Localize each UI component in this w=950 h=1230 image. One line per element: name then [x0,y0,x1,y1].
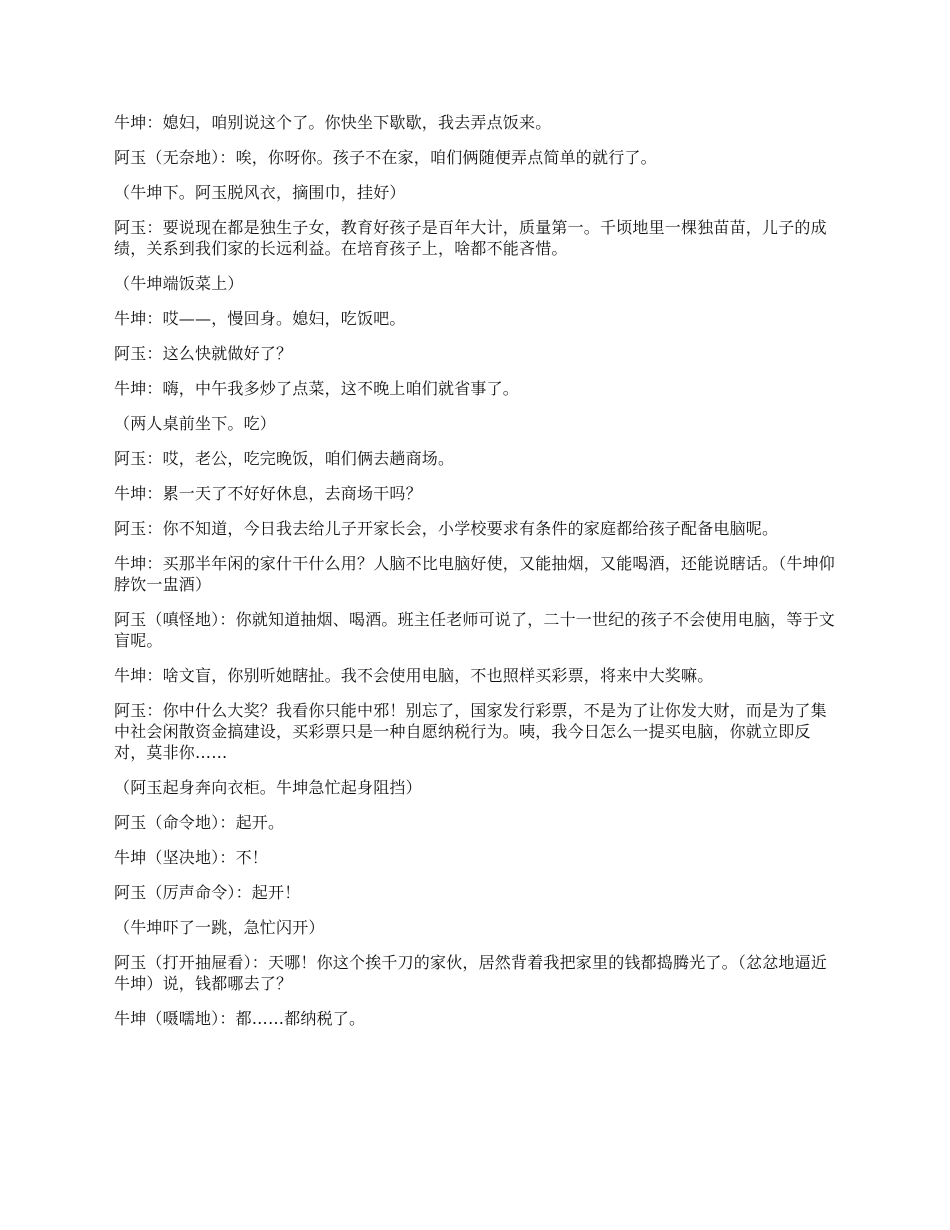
dialogue-line: 阿玉（厉声命令）：起开！ [114,883,301,902]
dialogue-line: 阿玉（嗔怪地）：你就知道抽烟、喝酒。班主任老师可说了，二十一世纪的孩子不会使用电脑，等于文盲呢。 [114,610,836,650]
dialogue-line: 阿玉：要说现在都是独生子女，教育好孩子是百年大计，质量第一。千顷地里一棵独苗苗，儿子的成绩，关系到我们家的长远利益。在培育孩子上，啥都不能吝惜。 [114,218,827,258]
stage-direction: （牛坤端饭菜上） [114,274,244,293]
stage-direction: （牛坤下。阿玉脱风衣，摘围巾，挂好） [114,183,406,202]
script-body [114,112,842,1043]
stage-direction: （两人桌前坐下。吃） [114,414,277,433]
dialogue-line: 阿玉（无奈地）：唉，你呀你。孩子不在家，咱们俩随便弄点简单的就行了。 [114,148,657,167]
stage-direction: （牛坤吓了一跳，急忙闪开） [114,918,325,937]
dialogue-line: 牛坤：嗨，中午我多炒了点菜，这不晚上咱们就省事了。 [114,379,520,398]
stage-direction: （阿玉起身奔向衣柜。牛坤急忙起身阻挡） [114,778,422,797]
dialogue-line: 牛坤：累一天了不好好休息，去商场干吗？ [114,484,422,503]
dialogue-line: 阿玉：哎，老公，吃完晚饭，咱们俩去趟商场。 [114,449,455,468]
dialogue-line: 牛坤：媳妇，咱别说这个了。你快坐下歇歇，我去弄点饭来。 [114,113,552,132]
dialogue-line: 阿玉：你中什么大奖？我看你只能中邪！别忘了，国家发行彩票，不是为了让你发大财，而是为了集中社会闲散资金搞建设，买彩票只是一种自愿纳税行为。咦，我今日怎么一提买电脑，你就立即反对，莫非你…… [114,701,827,762]
dialogue-line: 牛坤：买那半年闲的家什干什么用？人脑不比电脑好使，又能抽烟，又能喝酒，还能说瞎话。（牛坤仰脖饮一盅酒） [114,554,836,594]
dialogue-line: 阿玉：这么快就做好了？ [114,344,293,363]
dialogue-line: 牛坤：啥文盲，你别听她瞎扯。我不会使用电脑，不也照样买彩票，将来中大奖嘛。 [114,666,714,685]
dialogue-line: 阿玉（打开抽屉看）：天哪！你这个挨千刀的家伙，居然背着我把家里的钱都捣腾光了。（忿忿地逼近牛坤）说，钱都哪去了？ [114,953,828,993]
dialogue-line: 牛坤（嗫嚅地）：都……都纳税了。 [114,1009,366,1028]
dialogue-line: 牛坤（坚决地）：不！ [114,848,269,867]
dialogue-line: 阿玉：你不知道，今日我去给儿子开家长会，小学校要求有条件的家庭都给孩子配备电脑呢。 [114,519,779,538]
dialogue-line: 牛坤：哎——，慢回身。媳妇，吃饭吧。 [114,309,406,328]
dialogue-line: 阿玉（命令地）：起开。 [114,813,285,832]
